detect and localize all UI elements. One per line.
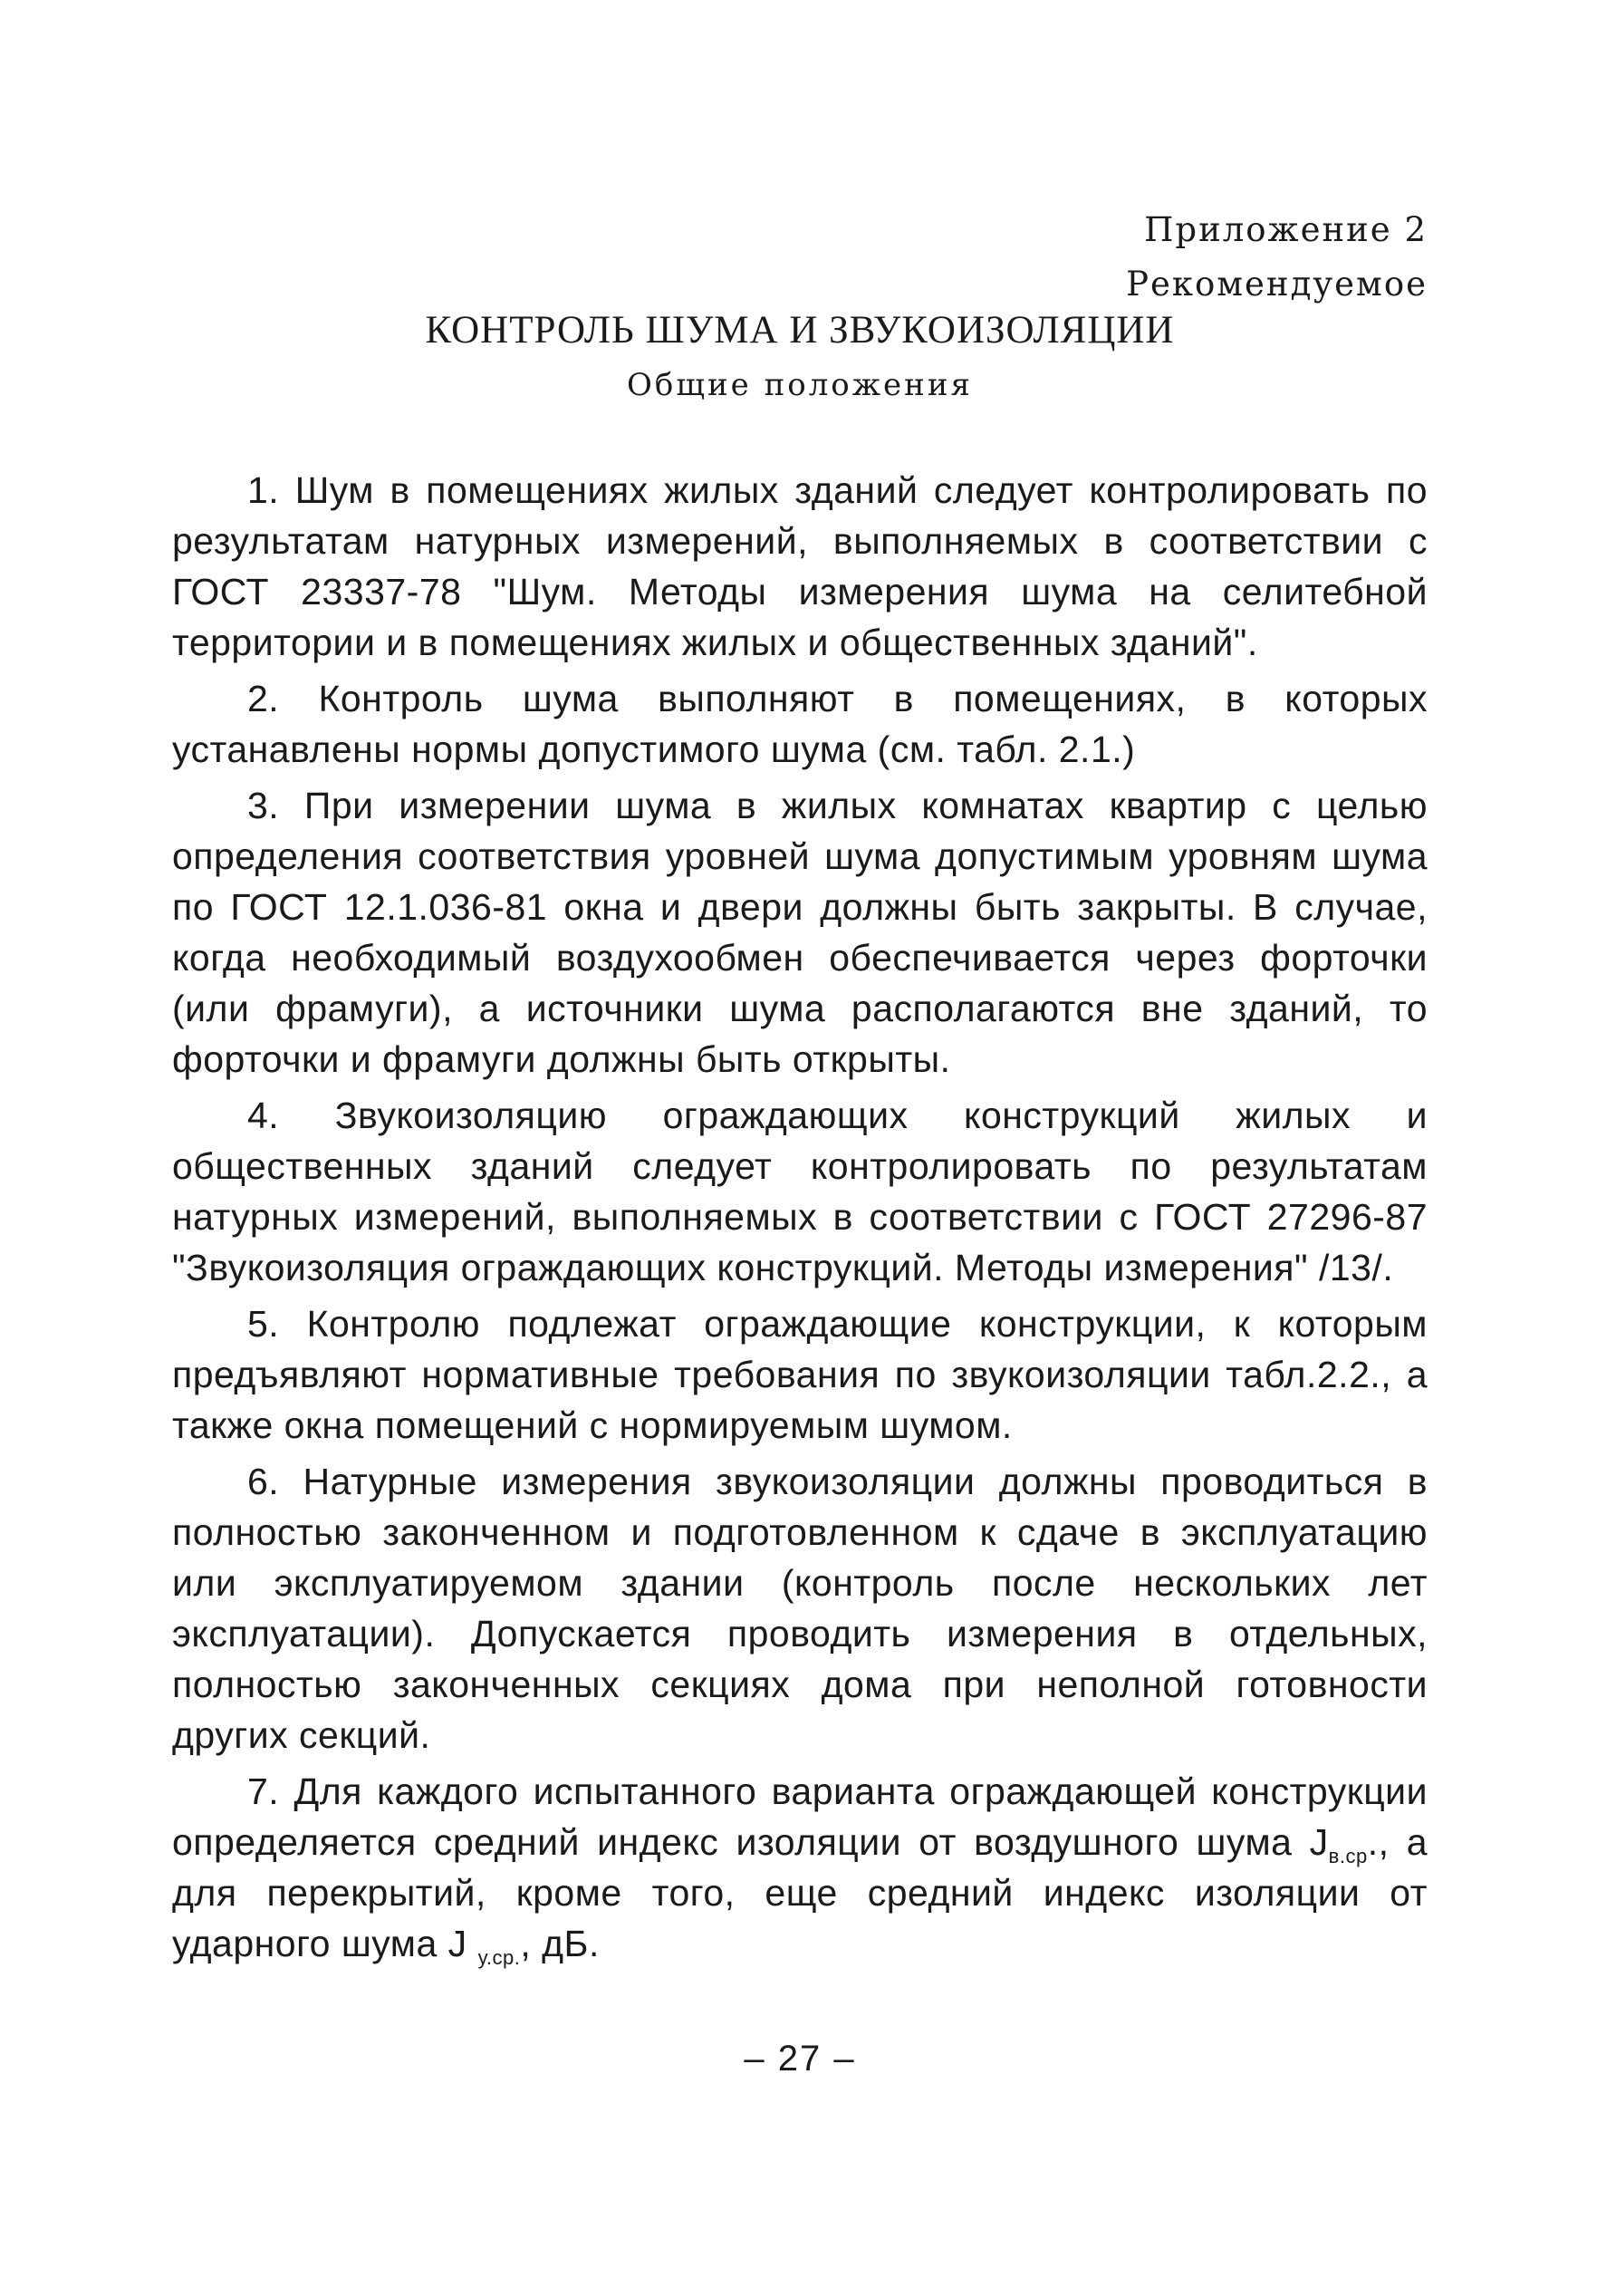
- paragraph-6: 6. Натурные измерения звукоизоляции должны проводиться в полностью законченном и подготовленном к сдаче в эксплуатацию или эксплуатируемом здании (контроль после нескольких лет эксплуатации). Допускается проводить измерения в отдельных, полностью законченных секциях дома при неполной готовности других секций.: [172, 1461, 1428, 1756]
- body-text: [172, 465, 1428, 1969]
- paragraph-1: 1. Шум в помещениях жилых зданий следует контролировать по результатам натурных измерений, выполняемых в соответствии с ГОСТ 23337-78 "Шум. Методы измерения шума на селитебной территории и в помещениях жилых и общественных зданий".: [172, 469, 1428, 663]
- impact-index-subscript: у.ср.: [477, 1946, 521, 1970]
- annex-label: Приложение 2: [1144, 210, 1428, 249]
- section-title: КОНТРОЛЬ ШУМА И ЗВУКОИЗОЛЯЦИИ: [425, 309, 1175, 352]
- paragraph-4: 4. Звукоизоляцию ограждающих конструкций жилых и общественных зданий следует контролировать по результатам натурных измерений, выполняемых в соответствии с ГОСТ 27296-87 "Звукоизоляция ограждающих конструкций. Методы измерения" /13/.: [172, 1095, 1428, 1288]
- paragraph-7: [172, 1766, 1428, 1969]
- page-number: – 27 –: [744, 2039, 856, 2079]
- airborne-index-subscript: в.ср: [1328, 1845, 1368, 1868]
- paragraph-2: 2. Контроль шума выполняют в помещениях, в которых устанавлены нормы допустимого шума (см. табл. 2.1.): [172, 678, 1428, 770]
- paragraph-7-text-c: , дБ.: [520, 1923, 600, 1964]
- paragraph-3: 3. При измерении шума в жилых комнатах квартир с целью определения соответствия уровней шума допустимым уровням шума по ГОСТ 12.1.036-81 окна и двери должны быть закрыты. В случае, когда необходимый воздухообмен обеспечивается через форточки (или фрамуги), а источники шума располагаются вне зданий, то форточки и фрамуги должны быть открыты.: [172, 785, 1428, 1080]
- document-page: [172, 0, 1428, 2296]
- paragraph-7-text-b: ., а для перекрытий, кроме того, еще средний индекс изоляции от ударного шума J: [172, 1821, 1428, 1964]
- annex-status: Рекомендуемое: [1126, 265, 1428, 304]
- section-subtitle: Общие положения: [627, 367, 973, 403]
- paragraph-5: 5. Контролю подлежат ограждающие конструкции, к которым предъявляют нормативные требования по звукоизоляции табл.2.2., а также окна помещений с нормируемым шумом.: [172, 1303, 1428, 1446]
- paragraph-7-text-a: 7. Для каждого испытанного варианта ограждающей конструкции определяется средний индекс изоляции от воздушного шума J: [172, 1770, 1428, 1863]
